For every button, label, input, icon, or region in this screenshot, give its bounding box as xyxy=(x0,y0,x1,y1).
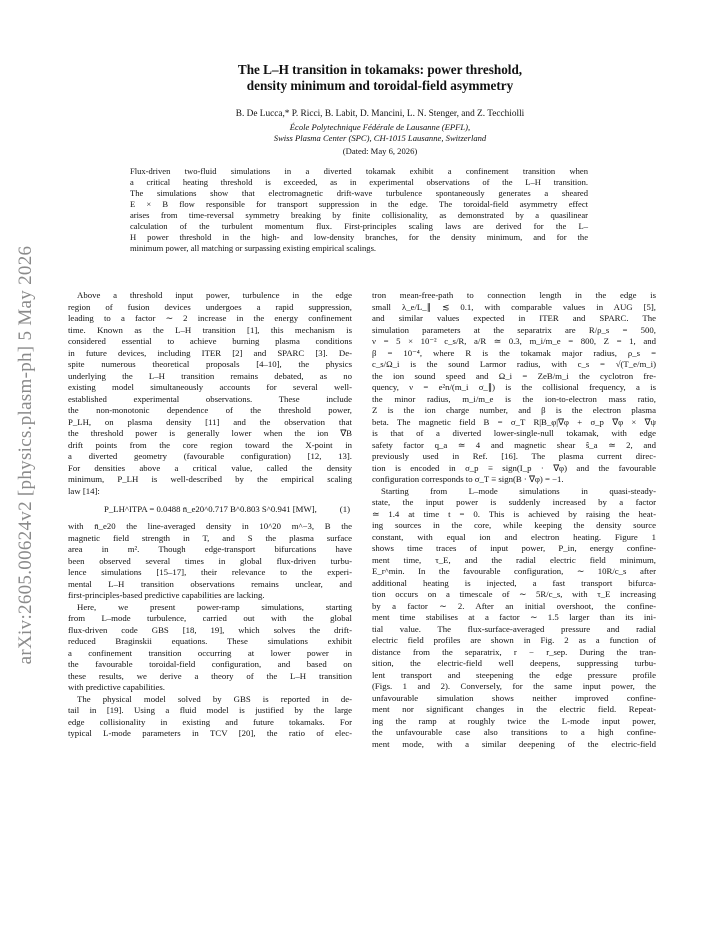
left-column xyxy=(68,290,352,740)
body-line: For densities above a critical value, called the density xyxy=(68,462,352,473)
body-line: with n̄_e20 the line-averaged density in 10^20 m^−3, B the xyxy=(68,521,352,531)
body-line: quency, ν = e²n/(m_i σ_∥) is the collisional frequency, a is xyxy=(372,382,656,392)
paper-title xyxy=(100,62,660,94)
body-line: considered essential to achieve burning plasma conditions xyxy=(68,336,352,346)
right-column xyxy=(372,290,656,750)
body-line: tion is encoded in σ_p ≡ sign(I_p · ∇φ) and the favourable xyxy=(372,462,656,473)
body-line: Starting from L–mode simulations in quasi-steady- xyxy=(381,485,656,496)
body-line: small λ_e/L_∥ ≲ 0.1, with comparable values in AUG [5], xyxy=(372,301,656,312)
body-line: simulation parameters at the separatrix are R/ρ_s = 500, xyxy=(372,324,656,335)
body-line: spite numerous theoretical proposals [4–10], the physics xyxy=(68,359,352,369)
author-list: B. De Lucca,* P. Ricci, B. Labit, D. Mancini, L. N. Stenger, and Z. Tecchiolli xyxy=(235,109,525,119)
body-line: is that of a diverted lower-single-null tokamak, with edge xyxy=(372,428,656,438)
body-line: lence simulations [15–17], their relevance to the experi- xyxy=(68,567,352,577)
body-line: the minor radius, m_i/m_e is the ion-to-electron mass ratio, xyxy=(372,393,656,404)
body-line: shows time traces of input power, P_in, energy confine- xyxy=(372,543,656,553)
body-line: with predictive capabilities. xyxy=(68,682,165,692)
body-line: ment time stabilises at a factor ∼ 1.5 larger than its ini- xyxy=(372,612,656,622)
equation-body: P_LH^ITPA = 0.0488 n̄_e20^0.717 B^0.803 S^0.941 [MW], xyxy=(104,504,317,514)
body-line: typical L-mode parameters in TCV [20], the ratio of elec- xyxy=(68,728,352,738)
body-line: additional heating is injected, a fast transport bifurca- xyxy=(372,577,656,588)
body-line: lent transport and steepening the edge pressure profile xyxy=(372,669,656,680)
body-line: existing model simultaneously accounts for several well- xyxy=(68,382,352,392)
body-line: magnetic field strength in T, and S the plasma surface xyxy=(68,532,352,543)
affiliation-line-1: École Polytechnique Fédérale de Lausanne (EPFL), xyxy=(289,122,471,132)
body-line: the non-monotonic dependence of the threshold power, xyxy=(68,405,352,415)
body-line: electric field profiles are shown in Fig. 2 as a function of xyxy=(372,635,656,645)
arxiv-identifier: arXiv:2605.00624v2 [physics.plasm-ph] 5 May 2026 xyxy=(15,245,36,665)
abstract xyxy=(130,166,588,254)
body-line: ν = 5 × 10⁻² c_s/R, a/R ≃ 0.3, m_i/m_e = 800, Z = 1, and xyxy=(372,336,656,346)
body-line: mental L–H transition observations remains unclear, and xyxy=(68,578,352,589)
body-line: sition, the electric-field well deepens, suppressing turbu- xyxy=(372,658,656,668)
body-line: these results, we derive a theory of the L–H transition xyxy=(68,670,352,681)
body-line: ment time, τ_E, and the radial electric field minimum, xyxy=(372,554,656,565)
body-line: ment nor significant changes in the electric field. Repeat- xyxy=(372,704,656,714)
abstract-line: The simulations show that electromagnetic drift-wave turbulence spontaneously generates a sheared xyxy=(130,187,588,198)
abstract-line: arises from time-reversal symmetry breaking by finite collisionality, as demonstrated by a quasilinear xyxy=(130,209,588,220)
body-line: the threshold power is generally lower when the ion ∇B xyxy=(68,428,352,438)
body-line: the favourable toroidal-field configuration, and based on xyxy=(68,659,352,669)
body-line: in future devices, including ITER [2] and SPARC [3]. De- xyxy=(68,347,352,358)
body-line: minimum, P_LH is well-described by the empirical scaling xyxy=(68,474,352,484)
body-line: unfavourable simulation shows neither improved confine- xyxy=(372,692,656,703)
body-line: tail in [19]. Using a fluid model is justified by the large xyxy=(68,705,352,715)
body-line: the unfavourable case also transitions to a high confine- xyxy=(372,727,656,737)
date-line: (Dated: May 6, 2026) xyxy=(342,146,418,156)
body-line: tial value. The flux-surface-averaged pressure and radial xyxy=(372,623,656,634)
title-line-1: The L–H transition in tokamaks: power threshold, xyxy=(237,62,523,77)
body-line: beta. The magnetic field B = σ_T R|B_φ|∇φ + σ_p ∇φ × ∇ψ xyxy=(372,416,656,427)
affiliation xyxy=(100,122,660,144)
abstract-line: Flux-driven two-fluid simulations in a diverted tokamak exhibit a confinement transition when xyxy=(130,166,588,176)
body-line: from L–mode turbulence, carried out with the global xyxy=(68,613,352,623)
body-line: c_s/Ω_i is the sound Larmor radius, with c_s = √(T_e/m_i) xyxy=(372,359,656,369)
body-line: state, the input power is suddenly increased by a factor xyxy=(372,497,656,507)
body-line: region of fusion devices undergoes a rapid suppression, xyxy=(68,301,352,312)
body-line: previously used in Ref. [16]. The plasma current direc- xyxy=(372,451,656,461)
body-line: Above a threshold input power, turbulence in the edge xyxy=(77,290,352,300)
body-line: and similar values expected in ITER and SPARC. The xyxy=(372,313,656,323)
body-line: constant, with equal ion and electron heating. Figure 1 xyxy=(372,531,656,542)
body-line: β = 10⁻⁴, where R is the tokamak major radius, ρ_s = xyxy=(372,347,656,358)
body-line: been observed several times in global flux-driven turbu- xyxy=(68,555,352,566)
body-line: the ion sound speed and Ω_i = ZeB/m_i the cyclotron fre- xyxy=(372,370,656,381)
body-line: ≃ 1.4 at time t = 0. This is achieved by raising the heat- xyxy=(372,508,656,519)
body-line: distance from the separatrix, r − r_sep. During the tran- xyxy=(372,646,656,657)
body-line: a diverted geometry (favourable configuration) [12, 13]. xyxy=(68,451,352,461)
body-line: drift points from the core region toward the X-point in xyxy=(68,439,352,450)
body-line: law [14]: xyxy=(68,485,100,496)
body-line: configuration corresponds to σ_T ≡ sign(B · ∇φ) = −1. xyxy=(372,474,564,484)
body-line: established experimental observations. These include xyxy=(68,393,352,404)
body-line: first-principles-based predictive capabilities are lacking. xyxy=(68,590,265,600)
equation-number: (1) xyxy=(339,504,350,514)
body-line: time. Known as the L–H transition [1], this mechanism is xyxy=(68,324,352,335)
body-line: ing the ramp at roughly twice the L-mode input power, xyxy=(372,715,656,726)
body-line: tron mean-free-path to connection length in the edge is xyxy=(372,290,656,300)
body-line: flux-driven code GBS [18, 19], which solves the drift- xyxy=(68,624,352,635)
abstract-line: H power threshold in the high- and low-density branches, for the density minimum, and for the xyxy=(130,231,588,242)
body-line: ment mode, with a similar deepening of the electric-field xyxy=(372,738,656,749)
body-line: leading to a factor ∼ 2 increase in the energy confinement xyxy=(68,313,352,323)
body-line: underlying the L–H transition remains debated, as no xyxy=(68,370,352,381)
body-line: E_r^min. In the favourable configuration, ∼ 10R/c_s after xyxy=(372,566,656,576)
body-line: a confinement transition occurring at lower power in xyxy=(68,647,352,658)
body-line: area in m². Though edge-transport bifurcations have xyxy=(68,544,352,554)
body-line: (Figs. 1 and 2). Conversely, for the same input power, the xyxy=(372,681,656,691)
title-line-2: density minimum and toroidal-field asymmetry xyxy=(246,78,514,93)
arxiv-identifier-sidebar xyxy=(6,175,46,735)
body-line: safety factor q_a ≃ 4 and magnetic shear ŝ_a ≃ 2, and xyxy=(372,439,656,450)
body-line: tion occurs on a timescale of ∼ 5R/c_s, with τ_E increasing xyxy=(372,589,656,599)
abstract-line: E × B flow responsible for transport suppression in the edge. The toroidal-field asymmetry effect xyxy=(130,198,588,209)
abstract-line: minimum power, all matching or surpassing existing empirical scalings. xyxy=(130,242,377,253)
abstract-line: a critical heating threshold is exceeded, as in experimental observations of the L–H transition. xyxy=(130,176,588,187)
body-line: ing sources in the core, while keeping the density source xyxy=(372,520,656,530)
body-line: edge collisionality in existing and future tokamaks. For xyxy=(68,716,352,727)
affiliation-line-2: Swiss Plasma Center (SPC), CH-1015 Lausanne, Switzerland xyxy=(273,133,487,143)
body-line: P_LH, on plasma density [11] and the observation that xyxy=(68,416,352,427)
equation-1 xyxy=(68,497,352,521)
abstract-line: calculation of the turbulent momentum flux. First-principles scaling laws are derived for the L– xyxy=(130,220,588,231)
body-line: Here, we present power-ramp simulations, starting xyxy=(77,601,352,612)
body-line: The physical model solved by GBS is reported in de- xyxy=(77,693,352,704)
body-line: reduced Braginskii equations. These simulations exhibit xyxy=(68,636,352,646)
body-line: Z is the ion charge number, and β is the electron plasma xyxy=(372,405,656,415)
body-line: by a factor ∼ 2. After an initial overshoot, the confine- xyxy=(372,600,656,611)
